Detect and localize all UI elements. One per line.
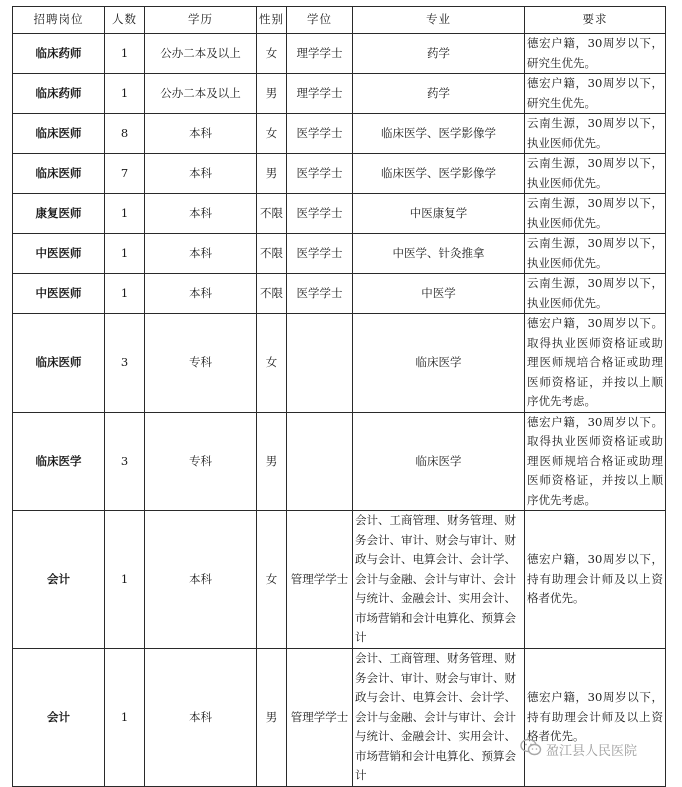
- cell-gender: 男: [257, 74, 287, 114]
- cell-major: 临床医学: [353, 314, 525, 413]
- cell-position: 临床医师: [13, 314, 105, 413]
- cell-degree: 医学学士: [287, 194, 353, 234]
- cell-requirement: 德宏户籍，30周岁以下，研究生优先。: [525, 34, 666, 74]
- cell-gender: 不限: [257, 274, 287, 314]
- cell-gender: 不限: [257, 234, 287, 274]
- cell-degree: 医学学士: [287, 274, 353, 314]
- watermark: [520, 738, 637, 760]
- cell-count: 1: [105, 511, 145, 649]
- table-row: [13, 274, 666, 314]
- cell-degree: 医学学士: [287, 154, 353, 194]
- cell-education: 本科: [145, 114, 257, 154]
- cell-education: 专科: [145, 412, 257, 511]
- cell-count: 1: [105, 274, 145, 314]
- cell-degree: [287, 314, 353, 413]
- cell-major: 会计、工商管理、财务管理、财务会计、审计、财会与审计、财政与会计、电算会计、会计学、会计与金融、会计与审计、会计与统计、金融会计、实用会计、市场营销和会计电算化、预算会计: [353, 511, 525, 649]
- cell-gender: 女: [257, 114, 287, 154]
- table-header-row: [13, 7, 666, 34]
- cell-position: 会计: [13, 511, 105, 649]
- table-row: [13, 511, 666, 649]
- cell-education: 本科: [145, 154, 257, 194]
- cell-requirement: 德宏户籍，30周岁以下，研究生优先。: [525, 74, 666, 114]
- watermark-text: 盈江县人民医院: [546, 743, 638, 759]
- cell-major: 药学: [353, 74, 525, 114]
- cell-major: 药学: [353, 34, 525, 74]
- table-row: [13, 194, 666, 234]
- cell-position: 会计: [13, 649, 105, 787]
- cell-count: 3: [105, 314, 145, 413]
- cell-education: 公办二本及以上: [145, 74, 257, 114]
- table-row: [13, 234, 666, 274]
- cell-requirement: 云南生源，30周岁以下，执业医师优先。: [525, 194, 666, 234]
- cell-count: 1: [105, 74, 145, 114]
- cell-education: 公办二本及以上: [145, 34, 257, 74]
- cell-gender: 女: [257, 34, 287, 74]
- cell-gender: 男: [257, 154, 287, 194]
- header-gender: 性别: [257, 7, 287, 34]
- header-degree: 学位: [287, 7, 353, 34]
- cell-gender: 男: [257, 412, 287, 511]
- cell-degree: 管理学学士: [287, 649, 353, 787]
- cell-gender: 女: [257, 511, 287, 649]
- cell-major: 临床医学、医学影像学: [353, 114, 525, 154]
- cell-position: 临床医师: [13, 154, 105, 194]
- table-row: [13, 314, 666, 413]
- cell-degree: 医学学士: [287, 234, 353, 274]
- cell-position: 中医医师: [13, 274, 105, 314]
- cell-education: 本科: [145, 511, 257, 649]
- cell-count: 1: [105, 649, 145, 787]
- header-major: 专业: [353, 7, 525, 34]
- cell-count: 3: [105, 412, 145, 511]
- cell-position: 临床医学: [13, 412, 105, 511]
- cell-position: 临床药师: [13, 34, 105, 74]
- table-row: [13, 154, 666, 194]
- cell-degree: [287, 412, 353, 511]
- cell-requirement: 德宏户籍，30周岁以下。取得执业医师资格证或助理医师规培合格证或助理医师资格证，并按以上顺序优先考虑。: [525, 412, 666, 511]
- table-row: [13, 74, 666, 114]
- header-requirement: 要求: [525, 7, 666, 34]
- cell-major: 会计、工商管理、财务管理、财务会计、审计、财会与审计、财政与会计、电算会计、会计学、会计与金融、会计与审计、会计与统计、金融会计、实用会计、市场营销和会计电算化、预算会计: [353, 649, 525, 787]
- cell-education: 专科: [145, 314, 257, 413]
- cell-degree: 理学学士: [287, 34, 353, 74]
- cell-requirement: 德宏户籍，30周岁以下，持有助理会计师及以上资格者优先。: [525, 649, 666, 787]
- header-position: 招聘岗位: [13, 7, 105, 34]
- cell-requirement: 云南生源，30周岁以下，执业医师优先。: [525, 114, 666, 154]
- cell-degree: 管理学学士: [287, 511, 353, 649]
- table-row: [13, 114, 666, 154]
- cell-gender: 不限: [257, 194, 287, 234]
- cell-major: 中医康复学: [353, 194, 525, 234]
- cell-major: 中医学: [353, 274, 525, 314]
- cell-requirement: 云南生源，30周岁以下，执业医师优先。: [525, 234, 666, 274]
- cell-education: 本科: [145, 649, 257, 787]
- cell-education: 本科: [145, 234, 257, 274]
- header-education: 学历: [145, 7, 257, 34]
- cell-position: 临床医师: [13, 114, 105, 154]
- cell-requirement: 云南生源，30周岁以下，执业医师优先。: [525, 154, 666, 194]
- cell-count: 1: [105, 34, 145, 74]
- cell-major: 临床医学、医学影像学: [353, 154, 525, 194]
- cell-position: 临床药师: [13, 74, 105, 114]
- cell-major: 中医学、针灸推拿: [353, 234, 525, 274]
- cell-requirement: 德宏户籍，30周岁以下，持有助理会计师及以上资格者优先。: [525, 511, 666, 649]
- cell-count: 1: [105, 194, 145, 234]
- cell-position: 康复医师: [13, 194, 105, 234]
- cell-major: 临床医学: [353, 412, 525, 511]
- cell-count: 1: [105, 234, 145, 274]
- cell-gender: 男: [257, 649, 287, 787]
- cell-degree: 医学学士: [287, 114, 353, 154]
- cell-count: 7: [105, 154, 145, 194]
- wechat-icon: [520, 738, 542, 760]
- cell-count: 8: [105, 114, 145, 154]
- cell-education: 本科: [145, 274, 257, 314]
- table-row: [13, 34, 666, 74]
- table-row: [13, 412, 666, 511]
- cell-position: 中医医师: [13, 234, 105, 274]
- header-count: 人数: [105, 7, 145, 34]
- cell-gender: 女: [257, 314, 287, 413]
- cell-requirement: 德宏户籍，30周岁以下。取得执业医师资格证或助理医师规培合格证或助理医师资格证，并按以上顺序优先考虑。: [525, 314, 666, 413]
- cell-education: 本科: [145, 194, 257, 234]
- cell-requirement: 云南生源，30周岁以下，执业医师优先。: [525, 274, 666, 314]
- recruitment-table: [12, 6, 666, 787]
- cell-degree: 理学学士: [287, 74, 353, 114]
